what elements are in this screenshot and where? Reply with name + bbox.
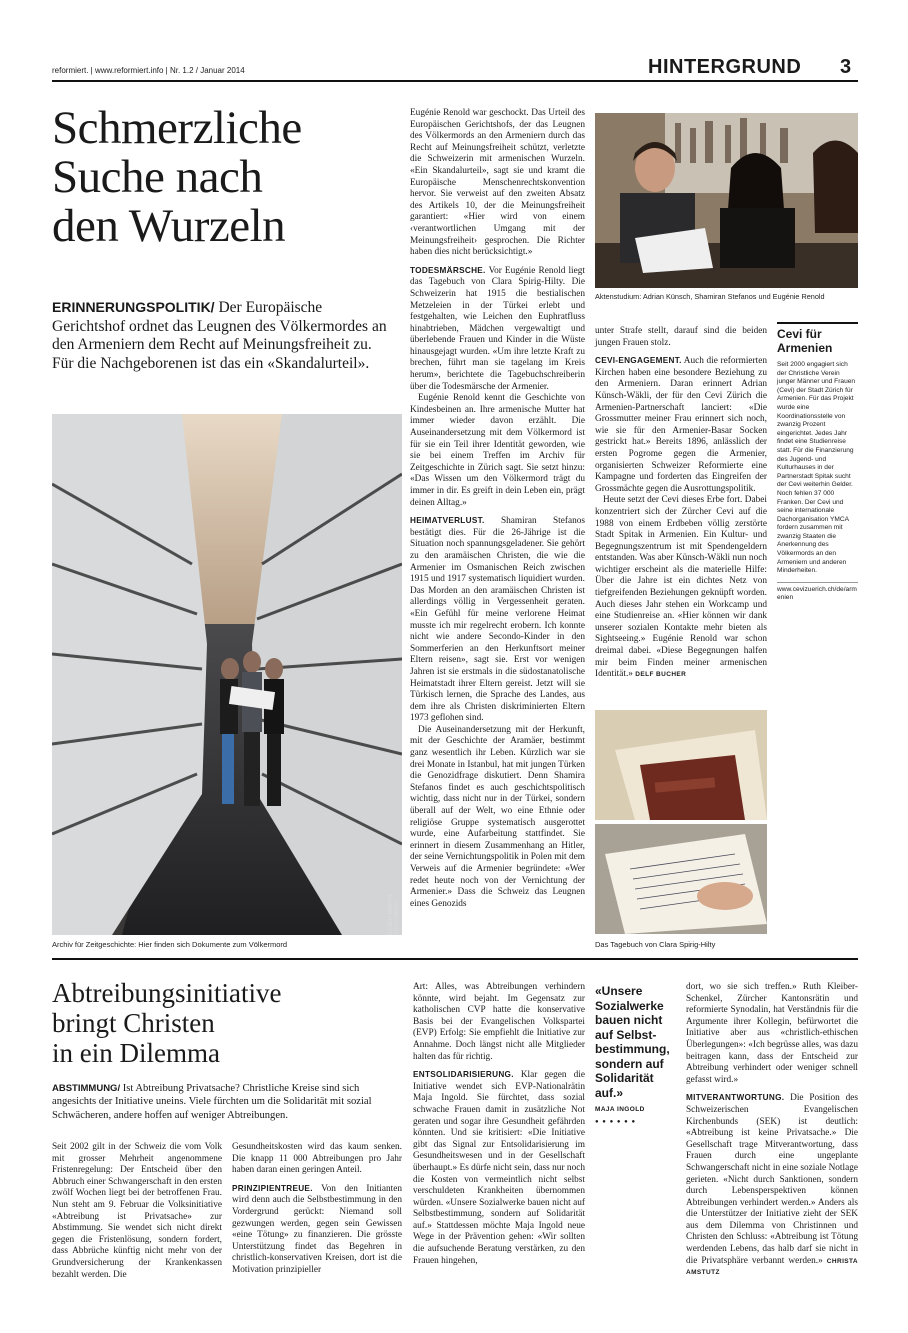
article1-headline [52, 104, 302, 251]
article1-lead-text: Der Europäische Gerichtshof ordnet das Leugnen des Völkermordes an den Armeniern dem Recht auf Meinungsfreiheit zu. Für die Nachgeborenen ist das ein «Skandalurteil». [52, 299, 387, 372]
masthead: reformiert. | www.reformiert.info | Nr. 1.2 / Januar 2014 [52, 66, 245, 75]
diary-photo-caption: Das Tagebuch von Clara Spirig-Hilty [595, 940, 716, 949]
paragraph [410, 515, 585, 725]
paragraph [595, 495, 767, 681]
pull-quote-author: MAJA INGOLD [595, 1106, 645, 1113]
diary-photo-1 [595, 710, 767, 820]
paragraph-text: Vor Eugénie Renold liegt das Tagebuch von Clara Spirig-Hilty. Die Schweizerin hat 1915 die bestialischen Metzeleien in der Türkei erlebt und festgehalten, wie Leichen den Euphratfluss hinabtrieben, Mädchen vergewaltigt und überlebende Frauen und Kinder in die Wüste hinausgejagt wurden. «Um ihre letzte Kraft zu brechen, führt man sie tagelang im Kreis herum», berichtete die Tagebuchschreiberin über die Todesmärsche der Armenier. [410, 265, 585, 392]
sidebar-box [777, 322, 858, 603]
subhead: HEIMATVERLUST. [410, 516, 485, 526]
paragraph [413, 1069, 585, 1267]
header-rule [52, 80, 858, 82]
archive-photo [52, 414, 402, 935]
paragraph [686, 1092, 858, 1279]
section-title: HINTERGRUND [648, 56, 802, 78]
article2-headline [52, 978, 281, 1068]
paragraph [232, 1183, 402, 1277]
paragraph: Die Auseinandersetzung mit der Herkunft, mit der Geschichte der Aramäer, bestimmt ganz wesentlich ihr Leben. Kürzlich war sie drei Monate in Istanbul, hat mit jungen Türken die Genozidfrage diskutiert. Denn Shamira Stefanos findet es auch geschichtspolitisch wichtig, dass nicht nur in der Türkei, sondern überall auf der Welt, wo eine Ethnie oder religiöse Gruppe systematisch ausgerottet wurde, eine Aufarbeitung stattfindet. Sie erinnert in diesem Zusammenhang an Hitler, der seine Vernichtungspolitik in Polen mit dem Verweis auf die Armenier begründete: «Wer redet heute noch von der Vernichtung der Armenier.» Dass die Schweiz das Leugnen eines Genozids [410, 724, 585, 909]
headline-line: Abtreibungsinitiative [52, 978, 282, 1008]
paragraph: unter Strafe stellt, darauf sind die beiden jungen Frauen stolz. [595, 326, 767, 348]
paragraph: Eugénie Renold kennt die Geschichte von Kindesbeinen an. Ihre armenische Mutter hat immer wieder davon erzählt. Die Auseinandersetzung mit dem Völkermord ist für sie ein Teil ihrer Identität geworden, wie sie bei einem Treffen im Archiv für Zeitgeschichte in Zürich sagt. Sie setzt hinzu: «Das Wissen um den Völkermord trägt du immer in dir. Es greift in dein Leben ein, prägt deinen Alltag.» [410, 393, 585, 508]
author: DELF BUCHER [635, 671, 687, 679]
top-photo-caption: Aktenstudium: Adrian Künsch, Shamiran Stefanos und Eugénie Renold [595, 292, 825, 301]
paragraph: Eugénie Renold war geschockt. Das Urteil des Europäischen Gerichtshofs, der das Leugnen des Völkermords an den Armeniern durch das Recht auf Meinungsfreiheit schützt, verletzte die Schweizerin mit armenischen Wurzeln. «Ein Skandalurteil», sagt sie und kramt die Europäische Menschenrechtskonvention hervor. Sie verweist auf den zweiten Absatz des Artikels 10, der die Meinungsfreiheit garantiert: «Hier wird von einem ‹verantwortlichen Umgang mit der Meinungsfreiheit› gesprochen. Die Richter haben dies nicht berücksichtigt.» [410, 108, 585, 258]
headline-line: bringt Christen [52, 1008, 215, 1038]
paragraph-text: Von den Initianten wird denn auch die Selbstbestimmung in den Vordergrund gerückt: Niemand soll gezwungen werden, gegen sein Gewissen «eine Tötung» zu finanzieren. Die grösste Unterstützung findet das Begehren in christlich-konservativen Kreisen, dort ist die Motivation prinzipieller [232, 1183, 402, 1275]
article1-kicker: ERINNERUNGSPOLITIK/ [52, 299, 215, 315]
subhead: ENTSOLIDARISIERUNG. [413, 1070, 514, 1080]
article1-column-3 [595, 326, 767, 681]
sidebar-title: Cevi für Armenien [777, 327, 833, 355]
article2-column-1 [52, 1142, 222, 1281]
diary-pages-image [595, 824, 767, 934]
pull-quote-text: «Unsere Sozialwerke bauen nicht auf Selbstbestimmung, sondern auf Solidarität auf.» [595, 984, 670, 1100]
subhead: TODESMÄRSCHE. [410, 265, 486, 275]
author: CHRISTA AMSTUTZ [686, 1257, 858, 1277]
article2-kicker: ABSTIMMUNG/ [52, 1083, 121, 1094]
subhead: PRINZIPIENTREUE. [232, 1183, 313, 1193]
pull-quote-dots: ● ● ● ● ● ● [595, 1119, 637, 1125]
subhead: CEVI-ENGAGEMENT. [595, 356, 682, 366]
article1-lead [52, 298, 392, 373]
sidebar-text: Seit 2000 engagiert sich der Christliche Verein junger Männer und Frauen (Cevi) der Stadt Zürich für Armenien. Für das Projekt wurde eine Koordinationsstelle von zwanzig Prozent eingerichtet. Jedes Jahr findet eine Studienreise statt. Für die Finanzierung des Jugend- und Kulturhauses in der Partnerstadt Spitak sucht der Cevi weiterhin Gelder. Noch fehlen 37 000 Franken. Der Cevi und seine internationale Dachorganisation YMCA fordern zusammen mit zwanzig Staaten die Anerkennung des Völkermords an den Armeniern und anderen Minderheiten. [777, 361, 856, 575]
photo-credit: BILDER: MARTIN GUGGISBERG [388, 895, 400, 935]
headline-line: Suche nach [52, 151, 263, 203]
article2-column-5 [686, 982, 858, 1279]
paragraph-text: Heute setzt der Cevi dieses Erbe fort. Dabei konzentriert sich der Zürcher Cevi auf die 1988 von einem Erdbeben völlig zerstörte Stadt Spitak in Armenien. Ein Kultur- und Begegnungszentrum ist mit Spendengeldern entstanden. Was aber Künsch-Wäkli nun noch wichtiger erscheint als die materielle Hilfe: Über die Jahre ist ein dichtes Netz von tiefgreifenden Beziehungen geknüpft worden. Auch dieses Jahr stehen ein Workcamp und eine Studienreise an. «Hier können wir dank unserer sozialen Kontakte mehr bieten als Sightseeing.» Eugénie Renold war schon dreimal dabei. «Diese Begegnungen halfen mir beim Finden meiner armenischen Identität.» [595, 495, 767, 680]
diary-cover-image [595, 710, 767, 820]
paragraph: Art: Alles, was Abtreibungen verhindern könnte, wird bejaht. Im Gegensatz zur katholischen CVP hatte die konservative Basis bei der Evangelischen Volkspartei (EVP) Erfolg: Sie empfiehlt die Initiative zur Annahme. Doch längst nicht alle Mitglieder halten das für richtig. [413, 982, 585, 1062]
headline-line: Schmerzliche [52, 102, 302, 154]
archive-shelves-image [52, 414, 402, 935]
paragraph: Seit 2002 gilt in der Schweiz die vom Volk mit grosser Mehrheit angenommene Fristenregelung: Der Entscheid über den Abbruch einer Schwangerschaft in den ersten zwölf Wochen liegt bei der betroffenen Frau. Nun steht am 9. Februar die Volksinitiative «Abtreibung ist Privatsache» zur Abstimmung. Sie wendet sich nicht direkt gegen die Fristenlösung, sondern fordert, dass Abbrüche künftig nicht mehr von der Grundversicherung der Krankenkassen bezahlt werden. Die [52, 1142, 222, 1280]
article1-column-2 [410, 108, 585, 910]
paragraph [410, 265, 585, 394]
pull-quote [595, 984, 677, 1125]
archive-photo-caption: Archiv für Zeitgeschichte: Hier finden sich Dokumente zum Völkermord [52, 940, 288, 949]
article-divider [52, 958, 858, 960]
article2-lead [52, 1082, 402, 1122]
headline-line: den Wurzeln [52, 200, 286, 252]
article2-column-2 [232, 1142, 402, 1277]
paragraph-text: Shamiran Stefanos bestätigt dies. Für die 26-Jährige ist die Situation noch spannungsgeladener. Sie gehört zu den aramäischen Christen, die wie die Armenier im Osmanischen Reich zwischen 1915 und 1917 systematisch liquidiert wurden. Das Morden an den aramäischen Christen ist allerdings völlig in Vergessenheit geraten. «Ein Gefühl für meine verlorene Heimat musste ich mir regelrecht erobern. Ich konnte nicht wie andere Secondo-Kinder in den Sommerferien an den Herkunftsort meiner Eltern reisen», sagt sie. Erst vor wenigen Jahren ist sie erstmals in die südostanatolische Heimatstadt ihrer Eltern gereist. Jetzt will sie Türkisch lernen, die Sprache des Landes, aus dem ihre als Christen diskriminierten Eltern 1973 geflohen sind. [410, 516, 585, 724]
paragraph: Gesundheitskosten wird das kaum senken. Die knapp 11 000 Abtreibungen pro Jahr haben daran einen geringen Anteil. [232, 1142, 402, 1176]
headline-line: in ein Dilemma [52, 1038, 220, 1068]
subhead: MITVERANTWORTUNG. [686, 1093, 785, 1103]
paragraph: dort, wo sie sich treffen.» Ruth Kleiber-Schenkel, Zürcher Kantonsrätin und reformierte Synodalin, hat Verständnis für die Argumente ihrer Kollegin, befürwortet die Initiative aber aus «christlich-ethischen Überlegungen»: «Ich begrüsse alles, was dazu beitragen kann, dass der Entscheid zur Abtreibung verhindert oder weniger schnell gefasst wird.» [686, 982, 858, 1085]
sidebar-link[interactable]: www.cevizuerich.ch/de/armenien [777, 582, 858, 603]
top-photo [595, 113, 858, 288]
reading-people-image [595, 113, 858, 288]
article2-lead-text: Ist Abtreibung Privatsache? Christliche Kreise sind sich angesichts der Initiative uneins. Viele fürchten um die Solidarität mit sozial Schwächeren, andere hoffen auf weniger Abtreibungen. [52, 1083, 372, 1121]
article2-column-3 [413, 982, 585, 1267]
paragraph [595, 355, 767, 495]
paragraph-text: Auch die reformierten Kirchen haben eine besondere Beziehung zu den Armeniern. Daran erinnert Adrian Künsch-Wäkli, der für den Cevi Zürich die Armenien-Partnerschaft lanciert: «Die Grossmutter meiner Frau erinnert sich noch, wie sie für den Armenier-Basar Socken gestrickt hat.» Bereits 1896, anlässlich der ersten Pogrome gegen die Armenier, organisierten Schweizer Reformierte eine Kampagne und forderten das Eingreifen der Grossmächte gegen die Ausrottungspolitik. [595, 356, 767, 494]
page-number: 3 [840, 56, 852, 78]
paragraph-text: Klar gegen die Initiative wendet sich EVP-Nationalrätin Maja Ingold. Sie fürchtet, dass sozial schwache Frauen damit in zusätzliche Not geraten und sogar ihre Gesundheit gefährden könnten. Und sie kritisiert: «Die Initiative gibt das Signal zur Entsolidarisierung im Gesundheitswesen und in der Gesellschaft überhaupt.» Es dürfe nicht sein, dass nur noch die Kosten von vermeintlich nicht selbst verschuldeten Krankheiten übernommen würden. «Unsere Sozialwerke bauen nicht auf Selbstbestimmung, sondern auf Solidarität auf.» Stattdessen möchte Maja Ingold neue Wege in der Prävention gehen: «Wir sollten die aufsuchende Beratung verstärken, zu den Frauen hingehen, [413, 1070, 585, 1266]
diary-photo-2 [595, 824, 767, 934]
paragraph-text: Die Position des Schweizerischen Evangelischen Kirchenbunds (SEK) ist deutlich: «Abtreibung ist keine Privatsache.» Die Gesellschaft trage Mitverantwortung, dass Frauen durch eine ungeplante Schwangerschaft nicht in eine soziale Notlage gerieten. «Nicht durch Sanktionen, sondern durch Lebensperspektiven können Abtreibungen verhindert werden.» Anders als die Unterstützer der Initiative zieht der SEK aus dem Dilemma von Christinnen und Christen den Schluss: «Abtreibung ist Tötung werdenden Lebens, das halb darf sie nicht in die Privatsphäre verbannt werden.» [686, 1093, 858, 1266]
